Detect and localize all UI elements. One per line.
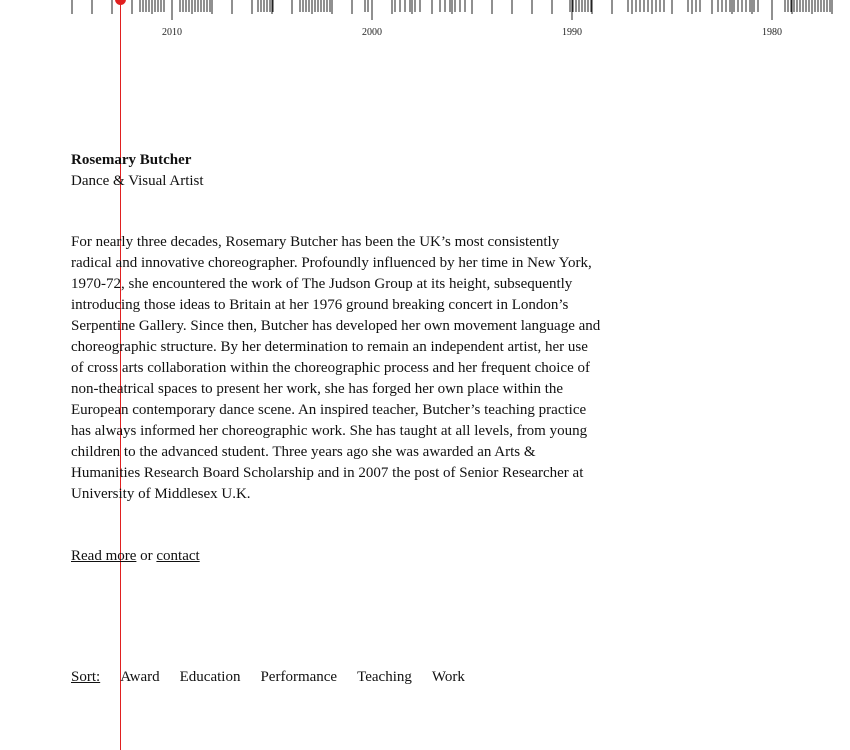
sort-bar <box>71 667 485 688</box>
timeline-ticks <box>72 0 832 20</box>
artist-name: Rosemary Butcher <box>71 152 192 168</box>
sort-label[interactable]: Sort: <box>71 669 101 685</box>
timeline-year-label: 2000 <box>362 27 382 38</box>
timeline-year-label: 2010 <box>162 27 182 38</box>
artist-role: Dance & Visual Artist <box>71 173 204 189</box>
sort-option-teaching[interactable]: Teaching <box>357 669 412 685</box>
sort-option-performance[interactable]: Performance <box>260 669 338 685</box>
sort-option-award[interactable]: Award <box>120 669 160 685</box>
sort-option-work[interactable]: Work <box>431 669 465 685</box>
bio-links <box>71 546 200 567</box>
read-more-link[interactable]: Read more <box>71 548 137 564</box>
artist-header <box>71 150 611 192</box>
artist-bio: For nearly three decades, Rosemary Butcher has been the UK’s most consistently radical and innovative choreographer. Profoundly influenced by her time in New York, 1970-72, she encountered the work of The Judson Group at its height, subsequently introducing those ideas to Britain at her 1976 ground breaking concert in London’s Serpentine Gallery. Since then, Butcher has developed her own movement language and choreographic structure. By her determination to remain an independent artist, her use of cross arts collaboration within the choreographic process and her frequent choice of non-theatrical spaces to present her work, she has forged her own place within the European contemporary dance scene. An inspired teacher, Butcher’s teaching practice has always informed her choreographic work. She has taught at all levels, from young children to the advanced student. Three years ago she was awarded an Arts & Humanities Research Board Scholarship and in 2007 the post of Senior Researcher at University of Middlesex U.K. <box>71 234 601 502</box>
sort-option-education[interactable]: Education <box>179 669 241 685</box>
timeline-year-label: 1980 <box>762 27 782 38</box>
link-separator: or <box>140 548 153 564</box>
timeline-year-label: 1990 <box>562 27 582 38</box>
timeline-ruler[interactable] <box>0 0 850 40</box>
contact-link[interactable]: contact <box>156 548 200 564</box>
